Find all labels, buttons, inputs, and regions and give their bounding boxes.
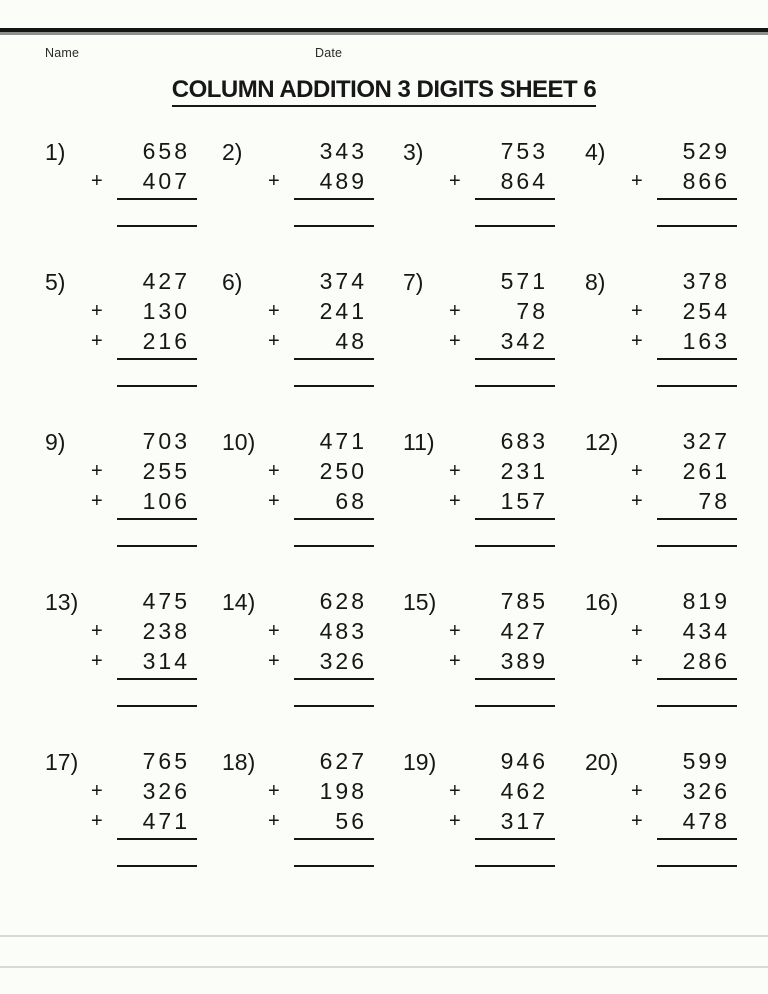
problem-number: 7): [403, 269, 424, 295]
plus-sign: +: [449, 330, 461, 352]
addition-problem: [403, 588, 555, 713]
plus-sign: +: [268, 650, 280, 672]
addend-value: 216: [142, 328, 190, 354]
addend-row: [45, 268, 197, 298]
addend-value: 254: [682, 298, 730, 324]
addend-row-underlined: [449, 488, 555, 520]
addition-problem: [222, 428, 374, 553]
addend-row: [222, 458, 374, 488]
addend-value: 599: [682, 748, 730, 774]
answer-blank-line: [117, 225, 197, 227]
addend-row: [222, 268, 374, 298]
addend-value: 627: [319, 748, 367, 774]
addend-row: [585, 778, 737, 808]
addend-value: 78: [516, 298, 548, 324]
addend-row-underlined: [449, 328, 555, 360]
addend-row: [45, 428, 197, 458]
page-title: COLUMN ADDITION 3 DIGITS SHEET 6: [172, 76, 596, 107]
addend-value: 106: [142, 488, 190, 514]
answer-blank-line: [475, 705, 555, 707]
addend-value: 241: [319, 298, 367, 324]
problem-number: 1): [45, 139, 66, 165]
addition-problem: [45, 588, 197, 713]
plus-sign: +: [91, 330, 103, 352]
addend-value: 48: [335, 328, 367, 354]
plus-sign: +: [449, 460, 461, 482]
top-horizontal-rule: [0, 28, 768, 35]
addend-row: [45, 618, 197, 648]
addition-problem: [585, 748, 737, 873]
plus-sign: +: [631, 620, 643, 642]
addend-row-underlined: [631, 168, 737, 200]
addend-row-underlined: [449, 168, 555, 200]
plus-sign: +: [91, 490, 103, 512]
problem-number: 5): [45, 269, 66, 295]
addend-value: 427: [500, 618, 548, 644]
addend-value: 471: [319, 428, 367, 454]
addend-value: 238: [142, 618, 190, 644]
addend-row-underlined: [449, 808, 555, 840]
answer-blank-line: [117, 385, 197, 387]
plus-sign: +: [449, 810, 461, 832]
name-label: Name: [45, 46, 80, 60]
addition-problem: [45, 138, 197, 263]
addend-value: 343: [319, 138, 367, 164]
answer-blank-line: [475, 225, 555, 227]
addend-row: [45, 298, 197, 328]
addend-row: [222, 138, 374, 168]
addend-value: 765: [142, 748, 190, 774]
addend-value: 703: [142, 428, 190, 454]
addend-row: [585, 588, 737, 618]
addition-problem: [45, 748, 197, 873]
addend-value: 231: [500, 458, 548, 484]
addend-row: [403, 138, 555, 168]
addend-row-underlined: [268, 328, 374, 360]
addend-row: [585, 298, 737, 328]
addend-row: [585, 428, 737, 458]
problem-number: 11): [403, 429, 435, 455]
addend-row-underlined: [631, 648, 737, 680]
addend-value: 198: [319, 778, 367, 804]
plus-sign: +: [449, 650, 461, 672]
addend-row: [585, 618, 737, 648]
addition-problem: [222, 588, 374, 713]
addend-value: 946: [500, 748, 548, 774]
answer-blank-line: [294, 545, 374, 547]
addend-value: 378: [682, 268, 730, 294]
addend-value: 753: [500, 138, 548, 164]
addend-value: 819: [682, 588, 730, 614]
addend-row-underlined: [449, 648, 555, 680]
addition-problem: [222, 268, 374, 393]
problem-number: 16): [585, 589, 619, 615]
addend-value: 427: [142, 268, 190, 294]
plus-sign: +: [449, 170, 461, 192]
addend-row: [403, 748, 555, 778]
plus-sign: +: [91, 620, 103, 642]
answer-blank-line: [475, 865, 555, 867]
addend-value: 56: [335, 808, 367, 834]
problem-number: 14): [222, 589, 256, 615]
addend-value: 628: [319, 588, 367, 614]
addition-problem: [585, 428, 737, 553]
addend-value: 683: [500, 428, 548, 454]
addend-row-underlined: [268, 808, 374, 840]
plus-sign: +: [268, 300, 280, 322]
addend-value: 475: [142, 588, 190, 614]
problem-number: 8): [585, 269, 606, 295]
addend-value: 78: [698, 488, 730, 514]
problem-number: 12): [585, 429, 619, 455]
plus-sign: +: [268, 780, 280, 802]
plus-sign: +: [91, 810, 103, 832]
plus-sign: +: [631, 460, 643, 482]
addend-value: 255: [142, 458, 190, 484]
problem-number: 9): [45, 429, 66, 455]
addition-problem: [585, 268, 737, 393]
answer-blank-line: [294, 385, 374, 387]
plus-sign: +: [631, 490, 643, 512]
bottom-horizontal-rule-1: [0, 935, 768, 937]
plus-sign: +: [268, 330, 280, 352]
addend-row: [222, 588, 374, 618]
addend-row: [585, 458, 737, 488]
title-wrap: [0, 76, 768, 107]
problem-number: 15): [403, 589, 437, 615]
plus-sign: +: [631, 170, 643, 192]
addend-row: [585, 138, 737, 168]
addend-value: 317: [500, 808, 548, 834]
addend-row-underlined: [91, 808, 197, 840]
addend-value: 407: [142, 168, 190, 194]
plus-sign: +: [91, 460, 103, 482]
addend-value: 261: [682, 458, 730, 484]
answer-blank-line: [657, 225, 737, 227]
addend-value: 529: [682, 138, 730, 164]
addition-problem: [403, 138, 555, 263]
addend-value: 314: [142, 648, 190, 674]
plus-sign: +: [631, 330, 643, 352]
addend-row: [403, 778, 555, 808]
answer-blank-line: [475, 545, 555, 547]
problem-number: 3): [403, 139, 424, 165]
addend-row: [222, 428, 374, 458]
addend-value: 462: [500, 778, 548, 804]
addend-value: 326: [682, 778, 730, 804]
answer-blank-line: [117, 545, 197, 547]
plus-sign: +: [449, 620, 461, 642]
addend-row-underlined: [91, 488, 197, 520]
addition-problem: [403, 268, 555, 393]
addition-problem: [45, 428, 197, 553]
addition-problem: [585, 138, 737, 263]
addend-value: 68: [335, 488, 367, 514]
addend-row: [403, 618, 555, 648]
problem-number: 13): [45, 589, 79, 615]
answer-blank-line: [657, 385, 737, 387]
plus-sign: +: [449, 490, 461, 512]
addend-value: 658: [142, 138, 190, 164]
answer-blank-line: [657, 705, 737, 707]
addend-row-underlined: [91, 648, 197, 680]
plus-sign: +: [631, 300, 643, 322]
addend-row: [403, 588, 555, 618]
plus-sign: +: [91, 300, 103, 322]
plus-sign: +: [91, 650, 103, 672]
answer-blank-line: [117, 865, 197, 867]
plus-sign: +: [268, 170, 280, 192]
plus-sign: +: [268, 490, 280, 512]
addend-value: 326: [142, 778, 190, 804]
plus-sign: +: [631, 810, 643, 832]
addend-value: 157: [500, 488, 548, 514]
answer-blank-line: [294, 865, 374, 867]
addend-row: [45, 778, 197, 808]
answer-blank-line: [294, 705, 374, 707]
addend-row: [403, 458, 555, 488]
addend-value: 130: [142, 298, 190, 324]
addend-row: [585, 748, 737, 778]
bottom-horizontal-rule-2: [0, 966, 768, 968]
plus-sign: +: [631, 650, 643, 672]
problem-number: 17): [45, 749, 79, 775]
addition-problem: [222, 748, 374, 873]
problem-number: 10): [222, 429, 256, 455]
addend-row-underlined: [631, 808, 737, 840]
addend-row-underlined: [268, 648, 374, 680]
addend-value: 163: [682, 328, 730, 354]
problem-number: 19): [403, 749, 437, 775]
addend-value: 483: [319, 618, 367, 644]
addition-problem: [585, 588, 737, 713]
addend-row: [222, 778, 374, 808]
answer-blank-line: [117, 705, 197, 707]
addend-row-underlined: [91, 168, 197, 200]
addend-value: 342: [500, 328, 548, 354]
addend-value: 471: [142, 808, 190, 834]
answer-blank-line: [475, 385, 555, 387]
plus-sign: +: [631, 780, 643, 802]
addend-value: 785: [500, 588, 548, 614]
addend-row: [45, 138, 197, 168]
addend-row-underlined: [268, 488, 374, 520]
addend-value: 286: [682, 648, 730, 674]
problem-number: 2): [222, 139, 243, 165]
plus-sign: +: [268, 460, 280, 482]
addend-value: 571: [500, 268, 548, 294]
problem-number: 20): [585, 749, 619, 775]
problem-number: 18): [222, 749, 256, 775]
addend-value: 434: [682, 618, 730, 644]
plus-sign: +: [449, 300, 461, 322]
addend-row: [585, 268, 737, 298]
addend-value: 389: [500, 648, 548, 674]
plus-sign: +: [449, 780, 461, 802]
plus-sign: +: [91, 170, 103, 192]
answer-blank-line: [657, 865, 737, 867]
problem-number: 4): [585, 139, 606, 165]
answer-blank-line: [294, 225, 374, 227]
addition-problem: [222, 138, 374, 263]
addend-value: 866: [682, 168, 730, 194]
addend-row: [403, 428, 555, 458]
addend-value: 864: [500, 168, 548, 194]
addend-row: [222, 748, 374, 778]
addend-value: 327: [682, 428, 730, 454]
addend-value: 374: [319, 268, 367, 294]
addend-row: [222, 298, 374, 328]
addition-problem: [45, 268, 197, 393]
addend-row: [403, 268, 555, 298]
addend-row-underlined: [91, 328, 197, 360]
plus-sign: +: [91, 780, 103, 802]
addition-problem: [403, 428, 555, 553]
addition-problem: [403, 748, 555, 873]
addend-value: 478: [682, 808, 730, 834]
addend-row: [45, 588, 197, 618]
answer-blank-line: [657, 545, 737, 547]
addend-row-underlined: [631, 328, 737, 360]
date-label: Date: [315, 46, 343, 60]
addend-row: [222, 618, 374, 648]
addend-row-underlined: [631, 488, 737, 520]
plus-sign: +: [268, 810, 280, 832]
addend-value: 326: [319, 648, 367, 674]
addend-value: 250: [319, 458, 367, 484]
addend-row: [45, 458, 197, 488]
problem-number: 6): [222, 269, 243, 295]
plus-sign: +: [268, 620, 280, 642]
addend-row: [403, 298, 555, 328]
addend-row: [45, 748, 197, 778]
addend-value: 489: [319, 168, 367, 194]
addend-row-underlined: [268, 168, 374, 200]
